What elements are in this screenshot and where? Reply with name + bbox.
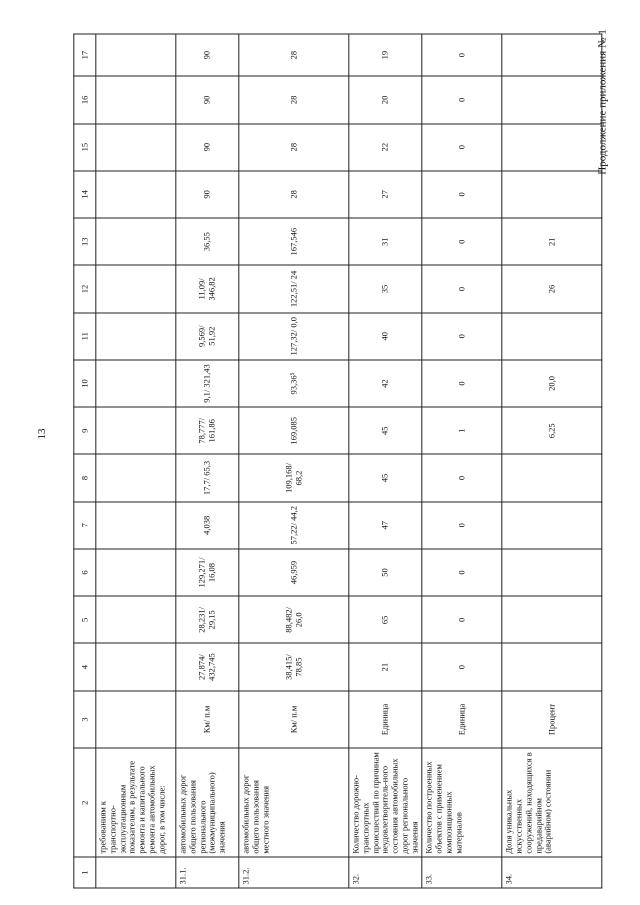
unit-cell: [95, 690, 175, 748]
value-cell: [95, 76, 175, 123]
value-cell: 78,777/ 161,86: [175, 407, 238, 454]
value-cell: 28: [238, 170, 348, 217]
value-cell: 0: [422, 359, 502, 406]
value-cell: 36,55: [175, 218, 238, 265]
table-row: [422, 34, 502, 888]
indicator-name-cell: требованиям к транспортно-эксплуатационным показателям, в результате ремонта и капитального ремонта автомобильных дорог, в том числе:: [95, 748, 175, 857]
unit-cell: Единица: [422, 690, 502, 748]
value-cell: 0: [422, 218, 502, 265]
value-cell: 0: [422, 548, 502, 595]
table-row: [238, 34, 348, 888]
value-cell: 22: [348, 123, 421, 170]
value-cell: 27,874/ 432,745: [175, 643, 238, 690]
value-cell: [95, 265, 175, 312]
value-cell: 28: [238, 34, 348, 76]
value-cell: 21: [348, 643, 421, 690]
value-cell: 21: [502, 218, 602, 265]
indicator-name-cell: автомобильных дорог общего пользования регионального (межмуниципального) значения: [175, 748, 238, 857]
value-cell: [95, 123, 175, 170]
value-cell: 0: [422, 596, 502, 643]
value-cell: [95, 218, 175, 265]
value-cell: 19: [348, 34, 421, 76]
value-cell: 28,231/ 29,15: [175, 596, 238, 643]
column-header: 7: [73, 501, 95, 548]
row-number-cell: 31.1.: [175, 857, 238, 888]
value-cell: 109,168/ 68,2: [238, 454, 348, 501]
table-row: [95, 34, 175, 888]
table-container: [75, 33, 600, 888]
value-cell: 0: [422, 123, 502, 170]
value-cell: 11,09/ 346,82: [175, 265, 238, 312]
value-cell: 127,32/ 0,0: [238, 312, 348, 359]
value-cell: [502, 76, 602, 123]
column-header: 17: [73, 34, 95, 76]
column-header: 16: [73, 76, 95, 123]
value-cell: 90: [175, 76, 238, 123]
value-cell: 28: [238, 123, 348, 170]
table-row: [175, 34, 238, 888]
value-cell: 93,36⁵: [238, 359, 348, 406]
column-header: 11: [73, 312, 95, 359]
row-number-cell: 32.: [348, 857, 421, 888]
column-header: 15: [73, 123, 95, 170]
value-cell: 17,7/ 65,3: [175, 454, 238, 501]
value-cell: 46,959: [238, 548, 348, 595]
value-cell: [502, 454, 602, 501]
value-cell: 35: [348, 265, 421, 312]
value-cell: [502, 34, 602, 76]
value-cell: [95, 501, 175, 548]
value-cell: 28: [238, 76, 348, 123]
value-cell: [95, 170, 175, 217]
indicators-table: [73, 33, 602, 888]
value-cell: 9,569/ 51,92: [175, 312, 238, 359]
value-cell: [502, 501, 602, 548]
column-header: 1: [73, 857, 95, 888]
unit-cell: Км/ п.м: [175, 690, 238, 748]
indicator-name-cell: Количество построенных объектов с применением композиционных материалов: [422, 748, 502, 857]
value-cell: 0: [422, 643, 502, 690]
value-cell: 6,25: [502, 407, 602, 454]
column-header: 4: [73, 643, 95, 690]
value-cell: 65: [348, 596, 421, 643]
column-header: 6: [73, 548, 95, 595]
value-cell: 0: [422, 312, 502, 359]
value-cell: 0: [422, 76, 502, 123]
value-cell: 129,271/ 16,08: [175, 548, 238, 595]
page-number: 13: [36, 428, 48, 440]
row-number-cell: 34.: [502, 857, 602, 888]
value-cell: 1: [422, 407, 502, 454]
column-header: 13: [73, 218, 95, 265]
table-row: [348, 34, 421, 888]
value-cell: [502, 643, 602, 690]
unit-cell: Км/ п.м: [238, 690, 348, 748]
header-row: [73, 34, 95, 888]
unit-cell: Процент: [502, 690, 602, 748]
indicator-name-cell: автомобильных дорог общего пользования местного значения: [238, 748, 348, 857]
value-cell: 26: [502, 265, 602, 312]
value-cell: [95, 312, 175, 359]
value-cell: 90: [175, 170, 238, 217]
value-cell: 50: [348, 548, 421, 595]
value-cell: 0: [422, 501, 502, 548]
value-cell: 38,415/ 78,85: [238, 643, 348, 690]
column-header: 9: [73, 407, 95, 454]
value-cell: [502, 312, 602, 359]
value-cell: 169,085: [238, 407, 348, 454]
value-cell: 88,482/ 26,0: [238, 596, 348, 643]
value-cell: 47: [348, 501, 421, 548]
value-cell: 0: [422, 170, 502, 217]
value-cell: [95, 359, 175, 406]
value-cell: 42: [348, 359, 421, 406]
value-cell: 45: [348, 454, 421, 501]
value-cell: [502, 596, 602, 643]
value-cell: 45: [348, 407, 421, 454]
value-cell: [502, 123, 602, 170]
value-cell: [95, 34, 175, 76]
row-number-cell: 31.2.: [238, 857, 348, 888]
table-row: [502, 34, 602, 888]
value-cell: 0: [422, 454, 502, 501]
row-number-cell: 33.: [422, 857, 502, 888]
value-cell: 122,51/ 24: [238, 265, 348, 312]
value-cell: 9,1/ 321,43: [175, 359, 238, 406]
value-cell: [95, 596, 175, 643]
column-header: 10: [73, 359, 95, 406]
value-cell: 0: [422, 265, 502, 312]
value-cell: 0: [422, 34, 502, 76]
page-header: Продолжение приложения № 1: [596, 29, 609, 175]
value-cell: 90: [175, 123, 238, 170]
column-header: 3: [73, 690, 95, 748]
column-header: 8: [73, 454, 95, 501]
value-cell: 4,038: [175, 501, 238, 548]
value-cell: [95, 454, 175, 501]
value-cell: 31: [348, 218, 421, 265]
indicator-name-cell: Доля уникальных искусственных сооружений, находящихся в предаварийном (аварийном) состоянии: [502, 748, 602, 857]
value-cell: [95, 407, 175, 454]
column-header: 14: [73, 170, 95, 217]
value-cell: 167,546: [238, 218, 348, 265]
value-cell: 57,22/ 44,2: [238, 501, 348, 548]
value-cell: [95, 548, 175, 595]
indicator-name-cell: Количество дорожно-транспортных происшествий по причинам неудовлетворитель-ного состояния автомобильных дорог регионального значения: [348, 748, 421, 857]
value-cell: [95, 643, 175, 690]
value-cell: [502, 170, 602, 217]
value-cell: 90: [175, 34, 238, 76]
row-number-cell: [95, 857, 175, 888]
unit-cell: Единица: [348, 690, 421, 748]
value-cell: 40: [348, 312, 421, 359]
value-cell: 20,0: [502, 359, 602, 406]
column-header: 12: [73, 265, 95, 312]
value-cell: 27: [348, 170, 421, 217]
value-cell: 20: [348, 76, 421, 123]
column-header: 5: [73, 596, 95, 643]
column-header: 2: [73, 748, 95, 857]
value-cell: [502, 548, 602, 595]
